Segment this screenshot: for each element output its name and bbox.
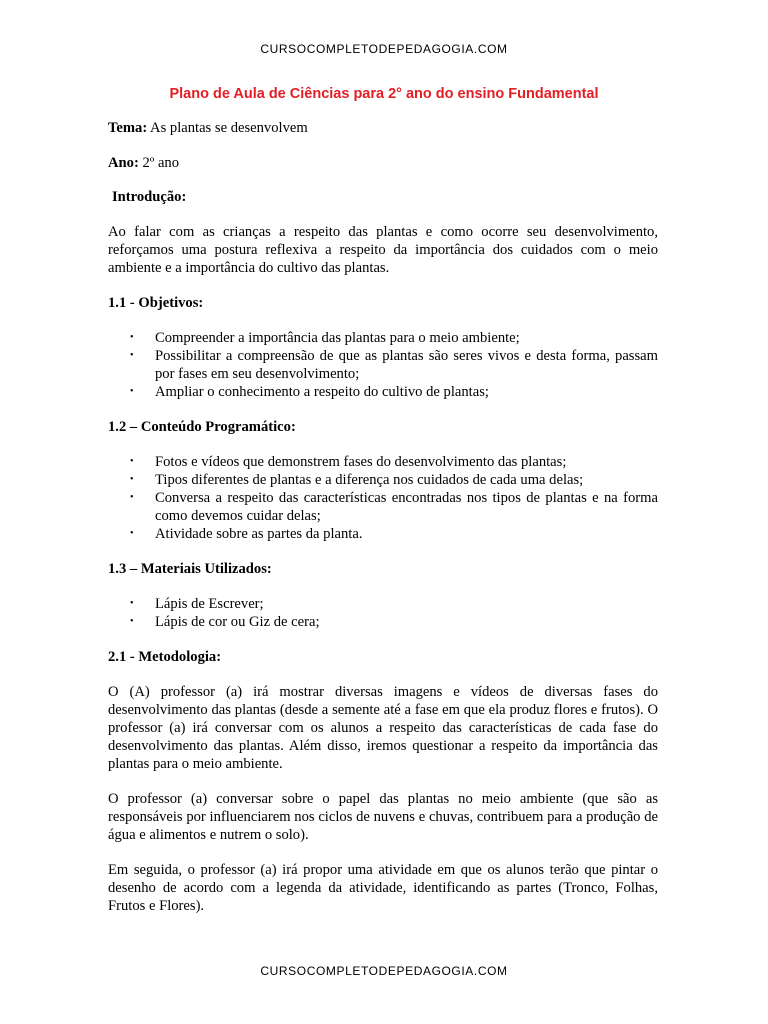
bullet-icon: •	[130, 528, 134, 539]
list-item	[108, 489, 658, 525]
metodologia-heading: 2.1 - Metodologia:	[108, 649, 222, 665]
materiais-list	[108, 595, 658, 631]
bullet-icon: •	[130, 350, 134, 361]
tema-label: Tema:	[108, 120, 148, 136]
introducao-paragraph: Ao falar com as crianças a respeito das plantas e como ocorre seu desenvolvimento, reforçamos uma postura reflexiva a respeito da importância dos cuidados com o meio ambiente e a importância do cultivo das plantas.	[108, 224, 658, 276]
tema-value: As plantas se desenvolvem	[150, 120, 308, 136]
list-item	[108, 471, 658, 489]
document-body	[108, 119, 658, 932]
list-item	[108, 347, 658, 383]
list-item	[108, 595, 658, 613]
metodologia-paragraph: O (A) professor (a) irá mostrar diversas imagens e vídeos de diversas fases do desenvolvimento das plantas (desde a semente até a fase em que ela produz flores e frutos). O professor (a) irá conversar com os alunos a respeito das características de cada fase do desenvolvimento das plantas. Além disso, iremos questionar a respeito da importância das plantas para o meio ambiente.	[108, 684, 658, 772]
bullet-icon: •	[130, 386, 134, 397]
metodologia-paragraph: Em seguida, o professor (a) irá propor uma atividade em que os alunos terão que pintar o desenho de acordo com a legenda da atividade, identificando as partes (Tronco, Folhas, Frutos e Flores).	[108, 862, 658, 914]
objetivos-heading: 1.1 - Objetivos:	[108, 295, 204, 311]
list-item-text: Ampliar o conhecimento a respeito do cultivo de plantas;	[155, 384, 489, 400]
ano-label: Ano:	[108, 155, 139, 171]
bullet-icon: •	[130, 598, 134, 609]
conteudo-list	[108, 453, 658, 543]
site-footer: CURSOCOMPLETODEPEDAGOGIA.COM	[260, 964, 508, 978]
ano-value: 2º ano	[142, 155, 180, 171]
bullet-icon: •	[130, 474, 134, 485]
list-item	[108, 329, 658, 347]
list-item-text: Tipos diferentes de plantas e a diferença nos cuidados de cada uma delas;	[155, 472, 584, 488]
list-item	[108, 525, 658, 543]
objetivos-list	[108, 329, 658, 401]
list-item-text: Fotos e vídeos que demonstrem fases do desenvolvimento das plantas;	[155, 454, 567, 470]
list-item-text: Compreender a importância das plantas para o meio ambiente;	[155, 330, 520, 346]
bullet-icon: •	[130, 332, 134, 343]
site-header: CURSOCOMPLETODEPEDAGOGIA.COM	[260, 42, 508, 56]
metodologia-paragraph: O professor (a) conversar sobre o papel das plantas no meio ambiente (que são as responsáveis por influenciarem nos ciclos de nuvens e chuvas, contribuem para a produção de água e alimentos e nutrem o solo).	[108, 791, 658, 843]
introducao-heading: Introdução:	[112, 189, 187, 205]
list-item-text: Lápis de cor ou Giz de cera;	[155, 614, 320, 630]
list-item	[108, 383, 658, 401]
bullet-icon: •	[130, 492, 134, 503]
tema-line	[108, 119, 658, 137]
bullet-icon: •	[130, 456, 134, 467]
list-item-text: Lápis de Escrever;	[155, 596, 264, 612]
bullet-icon: •	[130, 616, 134, 627]
conteudo-heading: 1.2 – Conteúdo Programático:	[108, 419, 296, 435]
document-title: Plano de Aula de Ciências para 2° ano do ensino Fundamental	[169, 86, 599, 102]
list-item	[108, 613, 658, 631]
list-item	[108, 453, 658, 471]
list-item-text: Atividade sobre as partes da planta.	[155, 526, 363, 542]
ano-line	[108, 154, 658, 172]
list-item-text: Possibilitar a compreensão de que as plantas são seres vivos e desta forma, passam por fases em seu desenvolvimento;	[155, 348, 658, 382]
materiais-heading: 1.3 – Materiais Utilizados:	[108, 561, 272, 577]
list-item-text: Conversa a respeito das características encontradas nos tipos de plantas e na forma como devemos cuidar delas;	[155, 490, 658, 524]
